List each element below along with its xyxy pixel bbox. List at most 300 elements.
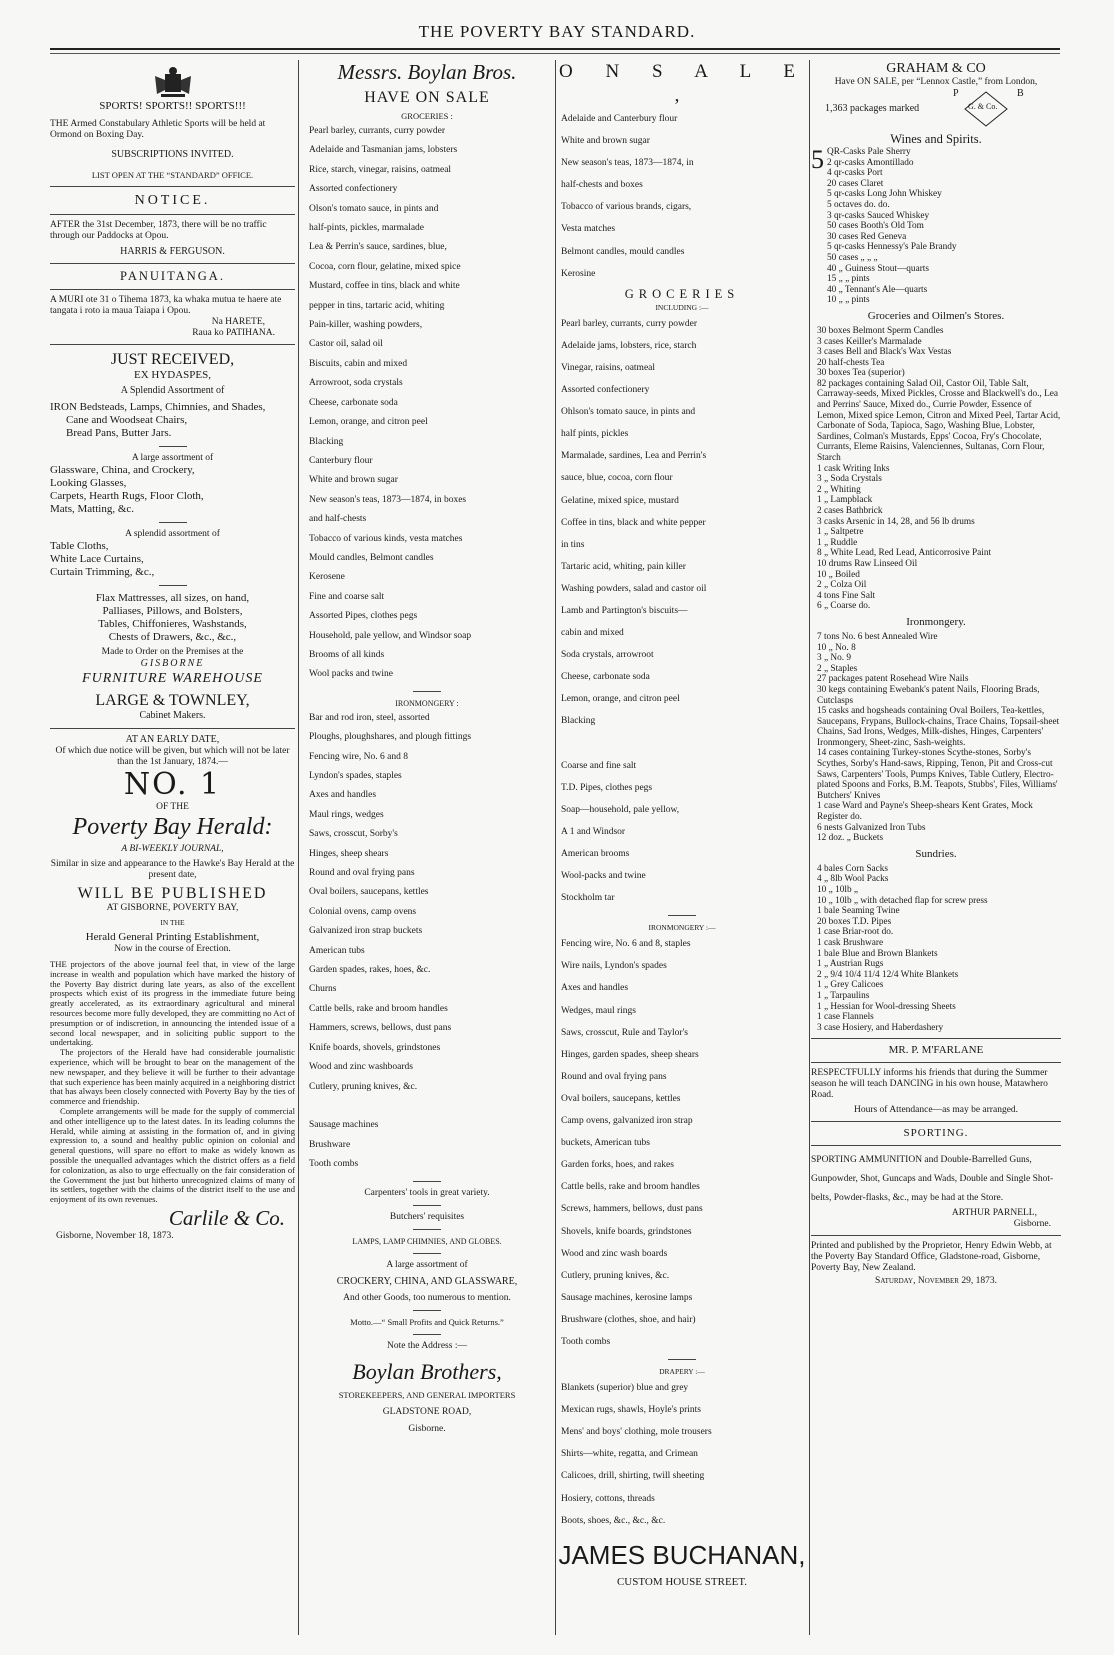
- list-item: 5 qr-casks Hennessy's Pale Brandy: [827, 242, 957, 253]
- note-address: Note the Address :—: [387, 1341, 467, 1352]
- list-item: 1 „ Ruddle: [817, 537, 858, 548]
- list-item: 3 casks Arsenic in 14, 28, and 56 lb drums: [817, 516, 975, 527]
- sundries-heading: Sundries.: [915, 847, 957, 860]
- top-rule-thin: [50, 53, 1060, 54]
- carpenters-tools: Carpenters' tools in great variety.: [364, 1187, 490, 1198]
- jr-made: Made to Order on the Premises at the: [101, 646, 244, 657]
- sports-title: SPORTS! SPORTS!! SPORTS!!!: [99, 100, 246, 112]
- short-rule: [413, 1181, 441, 1182]
- list-item: Galvanized iron strap buckets: [309, 926, 423, 937]
- list-item: 4 tons Fine Salt: [817, 590, 876, 601]
- early-date-title: AT AN EARLY DATE,: [125, 733, 220, 745]
- list-item: 15 casks and hogsheads containing Oval Boilers, Tea-kettles, Saucepans, Frypans, Bullock-chains, Trace Chains, Topsail-sheet Chains, Sad Irons, Wedges, Milk-dishes, Hinges, Carpenters' Ironmongery, Sheet-zinc, Sash-weights.: [817, 706, 1060, 748]
- list-item: 27 packages patent Rosehead Wire Nails: [817, 674, 969, 685]
- list-item: Kerosene: [309, 572, 345, 583]
- list-item: 20 boxes T.D. Pipes: [817, 916, 892, 927]
- list-item: 10 „ Boiled: [817, 569, 860, 580]
- list-item: 3 „ Soda Crystals: [817, 474, 882, 485]
- list-item: Saws, crosscut, Rule and Taylor's: [561, 1027, 688, 1038]
- short-rule: [668, 1359, 696, 1360]
- list-item: Shovels, knife boards, grindstones: [561, 1226, 692, 1237]
- list-item: 8 „ White Lead, Red Lead, Anticorrosive Paint: [817, 548, 992, 559]
- at-gisborne: AT GISBORNE, POVERTY BAY,: [106, 903, 239, 913]
- list-item: Lyndon's spades, staples: [309, 771, 402, 781]
- issue-date: Saturday, November 29, 1873.: [875, 1276, 997, 1287]
- list-item: 2 „ 9/4 10/4 11/4 12/4 White Blankets: [817, 969, 959, 980]
- divider: [811, 1121, 1061, 1122]
- list-item: Kerosine: [561, 268, 596, 279]
- jr-furniture-warehouse: FURNITURE WAREHOUSE: [82, 671, 263, 686]
- list-item: Round and oval frying pans: [561, 1071, 667, 1082]
- jr-chests: Chests of Drawers, &c., &c.,: [108, 630, 237, 643]
- list-item: Axes and handles: [309, 790, 377, 801]
- other-goods: And other Goods, too numerous to mention.: [343, 1293, 511, 1304]
- divider: [811, 1235, 1061, 1236]
- list-item: 30 cases Red Geneva: [827, 231, 907, 242]
- short-rule: [413, 1253, 441, 1254]
- list-item: 30 boxes Tea (superior): [817, 368, 905, 379]
- list-item: Adelaide and Canterbury flour: [561, 114, 678, 124]
- divider: [50, 214, 295, 215]
- divider: [50, 289, 295, 290]
- list-item: Cheese, carbonate soda: [309, 397, 398, 408]
- jr-large: A large assortment of: [131, 452, 214, 463]
- list-item: [557, 733, 807, 755]
- list-item: Lemon, orange, and citron peel: [309, 417, 428, 428]
- no-1-heading: NO. 1: [123, 767, 222, 802]
- jr-mats: Mats, Matting, &c.: [50, 502, 135, 515]
- jr-bread: Bread Pans, Butter Jars.: [66, 426, 172, 439]
- parnell-signature: ARTHUR PARNELL,: [951, 1208, 1037, 1219]
- list-item: Cutlery, pruning knives, &c.: [309, 1081, 418, 1092]
- gladstone-road: GLADSTONE ROAD,: [382, 1407, 472, 1418]
- james-buchanan: JAMES BUCHANAN,: [558, 1539, 806, 1570]
- list-item: 1 „ Tarpaulins: [817, 990, 870, 1001]
- list-item: Hinges, garden spades, sheep shears: [561, 1049, 699, 1060]
- groceries-list: [301, 122, 553, 685]
- list-item: Churns: [309, 984, 337, 995]
- short-rule: [413, 1205, 441, 1206]
- list-item: half-pints, pickles, marmalade: [309, 223, 425, 234]
- jr-glass: Glassware, China, and Crockery,: [50, 463, 195, 476]
- short-rule: [159, 522, 187, 523]
- gisborne: Gisborne.: [408, 1424, 446, 1435]
- list-item: Ohlson's tomato sauce, in pints and: [561, 407, 696, 418]
- list-item: Sausage machines, kerosine lamps: [561, 1292, 693, 1303]
- list-item: Lamb and Partington's biscuits—: [561, 605, 688, 616]
- drop-five: 5: [811, 145, 824, 174]
- graham-title: GRAHAM & CO: [886, 61, 986, 76]
- list-item: Fine and coarse salt: [309, 591, 385, 602]
- jr-splendid-2: A splendid assortment of: [125, 528, 220, 539]
- mcfarlane-body: RESPECTFULLY informs his friends that during the Summer season he will teach DANCING in his own house, Matawhero Road.: [811, 1068, 1048, 1101]
- list-item: Cutlery, pruning knives, &c.: [561, 1270, 670, 1281]
- divider: [50, 263, 295, 264]
- groceries-list: [557, 313, 807, 910]
- list-item: Household, pale yellow, and Windsor soap: [309, 630, 472, 641]
- groceries-heading: GROCERIES :: [401, 111, 453, 121]
- early-date-body: Of which due notice will be given, but which will not be later than the 1st January, 1874.—: [55, 746, 290, 767]
- list-item: 1 case Briar-root do.: [817, 927, 894, 938]
- boylan-title: Messrs. Boylan Bros.: [337, 60, 517, 84]
- list-item: 2 „ Staples: [817, 663, 858, 674]
- divider: [811, 1145, 1061, 1146]
- dateline: Gisborne, November 18, 1873.: [56, 1230, 174, 1241]
- goods-list: [557, 108, 807, 285]
- ironmongery-heading: IRONMONGERY :—: [648, 923, 716, 933]
- parnell-gisborne: Gisborne.: [1013, 1219, 1051, 1230]
- list-item: 82 packages containing Salad Oil, Castor Oil, Table Salt, Carraway-seeds, Mixed Pickles, Crosse and Blackwell's do., Lea and Perrins' Sauce, Mixed do., Currie Powder, Essence of Lemon, Mixed spice Lemon, Citron and Mixed Peel, Tartar Acid, Carbonate of Soda, Tapioca, Sago, Washing Blue, Lobster, Sardines, Colman's Mustards, Epps' Cocoa, Fry's Chocolate, Currants, Eleme Raisins, Valenciennes, Sultanas, Corn Flour, Starch: [817, 378, 1061, 464]
- list-item: Adelaide jams, lobsters, rice, starch: [561, 340, 697, 351]
- list-item: Rice, starch, vinegar, raisins, oatmeal: [309, 164, 452, 175]
- column-2: [301, 60, 553, 1635]
- list-item: Stockholm tar: [561, 893, 615, 904]
- panuitanga-sign-1: Na HARETE,: [211, 317, 265, 327]
- list-item: 6 „ Coarse do.: [817, 601, 871, 612]
- herald-para-3: Complete arrangements will be made for the supply of commercial and other intelligence up to the latest dates. In its leading columns the Herald, while aiming at assisting in the formation of, and in giving expression to, a sound and healthy public opinion on colonial and general questions, will spare no effort to make as widely known as possible the unequalled advantages which the district offers as a field for colonization, as also to urge effectually on the fair consideration of the Government the just but hitherto unrecognized claims of many of its settlers, together with the claims of the district itself to the use and enjoyment of its own revenues.: [50, 1105, 295, 1205]
- list-item: Assorted confectionery: [561, 385, 650, 396]
- list-item: Calicoes, drill, shirting, twill sheeting: [561, 1471, 705, 1482]
- boylan-brothers-signature: Boylan Brothers,: [352, 1359, 502, 1385]
- column-divider: [298, 60, 299, 1635]
- list-item: American tubs: [309, 945, 365, 956]
- groceries-heading: GROCERIES: [624, 286, 740, 301]
- groceries-list: [811, 326, 1061, 612]
- column-3: [557, 60, 807, 1635]
- list-item: 10 „ No. 8: [817, 642, 856, 653]
- list-item: Garden spades, rakes, hoes, &c.: [309, 965, 431, 976]
- list-item: 30 kegs containing Ewebank's patent Nails, Flooring Brads, Cutclasps: [817, 684, 1040, 706]
- notice-body: AFTER the 31st December, 1873, there will be no traffic through our Paddocks at Opou.: [50, 219, 267, 241]
- list-item: Tobacco of various kinds, vesta matches: [309, 533, 463, 544]
- list-item: Wool-packs and twine: [561, 871, 646, 882]
- list-item: Wood and zinc washboards: [309, 1062, 413, 1073]
- list-item: 50 cases „ „ „: [827, 252, 878, 263]
- list-item: 5 octaves do. do.: [827, 199, 890, 210]
- column-1: [50, 60, 295, 1635]
- custom-house-street: CUSTOM HOUSE STREET.: [616, 1575, 748, 1588]
- short-rule: [413, 1229, 441, 1230]
- masthead: THE POVERTY BAY STANDARD.: [418, 22, 696, 41]
- list-item: 1 bale Seaming Twine: [817, 906, 900, 917]
- list-item: 1 bale Blue and Brown Blankets: [817, 948, 938, 959]
- list-item: 12 doz. „ Buckets: [817, 833, 884, 844]
- list-item: 4 „ 8lb Wool Packs: [817, 874, 889, 885]
- short-rule: [413, 691, 441, 692]
- list-item: Blankets (superior) blue and grey: [561, 1383, 689, 1394]
- list-item: Pain-killer, washing powders,: [309, 320, 423, 331]
- list-item: 15 „ „ pints: [827, 274, 870, 285]
- list-item: in tins: [561, 539, 585, 550]
- column-divider: [809, 60, 810, 1635]
- mark-b: B: [1017, 88, 1024, 99]
- similar-line: Similar in size and appearance to the Hawke's Bay Herald at the present date,: [50, 859, 295, 880]
- list-item: Gelatine, mixed spice, mustard: [561, 495, 679, 506]
- panuitanga-body: A MURI ote 31 o Tihema 1873, ka whaka mutua te haere ate tangata i roto ia maua Taiapa i Opou.: [50, 295, 282, 316]
- subscriptions-line: SUBSCRIPTIONS INVITED.: [111, 149, 234, 160]
- list-item: Brushware: [309, 1139, 351, 1150]
- list-item: 4 bales Corn Sacks: [817, 863, 889, 874]
- list-item: 20 half-chests Tea: [817, 357, 885, 368]
- list-item: 50 cases Booth's Old Tom: [827, 221, 924, 232]
- list-item: Tooth combs: [309, 1159, 359, 1170]
- list-item: Boots, shoes, &c., &c., &c.: [561, 1515, 666, 1526]
- list-item: 30 boxes Belmont Sperm Candles: [817, 325, 944, 336]
- short-rule: [413, 1310, 441, 1311]
- list-item: Axes and handles: [561, 983, 629, 994]
- list-item: Bar and rod iron, steel, assorted: [309, 712, 430, 723]
- herald-para-2: The projectors of the Herald have had considerable journalistic experience, which will be brought to bear on the management of the new newspaper, and they believe it will be further to their advantage that such experience has been mainly acquired in a neighboring district that has always been closely connected with Poverty Bay by the ties of commerce and friendship.: [50, 1047, 295, 1107]
- list-item: Mustard, coffee in tins, black and white: [309, 281, 460, 292]
- shipping-mark: [811, 88, 1061, 128]
- biweekly: A BI-WEEKLY JOURNAL,: [121, 844, 224, 854]
- list-item: 2 „ Colza Oil: [817, 580, 867, 591]
- list-item: White and brown sugar: [561, 136, 650, 147]
- herald-establishment: Herald General Printing Establishment,: [85, 931, 260, 943]
- list-item: 5 qr-casks Long John Whiskey: [827, 189, 942, 200]
- ironmongery-heading: Ironmongery.: [906, 615, 966, 628]
- short-rule: [413, 1334, 441, 1335]
- mcfarlane-hours: Hours of Attendance—as may be arranged.: [853, 1105, 1019, 1116]
- wines-block: [811, 147, 1061, 306]
- sporting-body: SPORTING AMMUNITION and Double-Barrelled Guns, Gunpowder, Shot, Guncaps and Wads, Double and Single Shot-belts, Powder-flasks, &c., may be had at the Store.: [811, 1155, 1054, 1204]
- list-item: Colonial ovens, camp ovens: [309, 906, 417, 917]
- list-item: 4 qr-casks Port: [827, 168, 883, 179]
- column-4: [811, 60, 1061, 1635]
- list-item: 14 cases containing Turkey-stones Scythe-stones, Sorby's Scythes, Sorby's Hand-saws, Ripping, Tenon, Pit and Cross-cut Saws, Carpenters' Tools, Pumps Knives, Table Cutlery, Electro-plated Spoons and Forks, B.M. Teapots, Stubbs', Files, Williams' Butchers' Knives: [817, 748, 1058, 801]
- list-item: 1 case Flannels: [817, 1012, 874, 1023]
- ironmongery-list: [811, 632, 1061, 844]
- list-item: 1 cask Brushware: [817, 937, 884, 948]
- notice-title: NOTICE.: [134, 192, 211, 208]
- list-item: QR-Casks Pale Sherry: [827, 147, 911, 157]
- list-item: T.D. Pipes, clothes pegs: [561, 782, 653, 793]
- list-item: 3 cases Bell and Black's Wax Vestas: [817, 347, 952, 358]
- divider: [811, 1038, 1061, 1039]
- list-item: Hammers, screws, bellows, dust pans: [309, 1023, 452, 1034]
- drapery-list: [557, 1377, 807, 1532]
- list-item: Wire nails, Lyndon's spades: [561, 961, 667, 972]
- list-item: Wool packs and twine: [309, 669, 393, 680]
- jr-look: Looking Glasses,: [50, 476, 127, 489]
- notice-signature: HARRIS & FERGUSON.: [120, 245, 225, 257]
- list-item: [301, 1097, 553, 1116]
- list-item: 1 case Ward and Payne's Sheep-shears Kent Grates, Mock Register do.: [817, 801, 1033, 823]
- list-item: Assorted Pipes, clothes pegs: [309, 611, 418, 622]
- in-the: IN THE: [160, 918, 185, 927]
- jr-trim: Curtain Trimming, &c.,: [50, 565, 155, 578]
- jr-tables: Tables, Chiffonieres, Washstands,: [98, 617, 247, 630]
- list-item: half-chests and boxes: [561, 180, 643, 191]
- divider: [50, 186, 295, 187]
- herald-para-1: THE projectors of the above journal feel that, in view of the large increase in wealth and population which have marked the history of the Poverty Bay district during late years, as also of the excellent prospects which exist of its progress in the immediate future being greatly accelerated, as its extraordinary agricultural and mineral resources become more fully developed, they are committing no Act of presumption or of indiscretion, in announcing the intended issue of a second local newspaper, and in soliciting public support to the undertaking.: [50, 959, 295, 1048]
- list-item: Hosiery, cottons, threads: [561, 1493, 655, 1504]
- sundries-list: [811, 864, 1061, 1034]
- list-item: 7 tons No. 6 best Annealed Wire: [817, 631, 938, 642]
- short-rule: [159, 585, 187, 586]
- list-item: Mould candles, Belmont candles: [309, 552, 434, 563]
- list-item: Shirts—white, regatta, and Crimean: [561, 1449, 698, 1460]
- panuitanga-title: PANUITANGA.: [120, 269, 225, 283]
- list-item: 40 „ Guiness Stout—quarts: [827, 263, 930, 274]
- list-item: Oval boilers, saucepans, kettles: [561, 1093, 681, 1104]
- list-item: Washing powders, salad and castor oil: [561, 583, 707, 594]
- mark-p: P: [953, 88, 959, 99]
- wines-list: [811, 147, 1061, 306]
- list-item: 10 „ „ pints: [827, 295, 870, 306]
- list-item: Tartaric acid, whiting, pain killer: [561, 561, 686, 572]
- list-item: Lea & Perrin's sauce, sardines, blue,: [309, 242, 447, 253]
- list-open-line: LIST OPEN AT THE “STANDARD” OFFICE.: [91, 169, 254, 180]
- list-item: 10 drums Raw Linseed Oil: [817, 558, 918, 569]
- list-item: 10 „ 10lb „ with detached flap for screw press: [817, 895, 988, 906]
- list-item: American brooms: [561, 849, 630, 859]
- ironmongery-list: [301, 709, 553, 1175]
- list-item: Coffee in tins, black and white pepper: [561, 517, 706, 528]
- list-item: Fencing wire, No. 6 and 8, staples: [561, 939, 691, 950]
- just-received-title: JUST RECEIVED,: [110, 351, 235, 368]
- list-item: 1 „ Grey Calicoes: [817, 980, 884, 991]
- ironmongery-list: [557, 933, 807, 1353]
- list-item: 1 „ Saltpetre: [817, 527, 864, 538]
- list-item: 2 cases Bathbrick: [817, 506, 883, 516]
- short-rule: [668, 915, 696, 916]
- have-on-sale-line: Have ON SALE, per “Lennox Castle,” from London,: [834, 77, 1038, 87]
- sporting-title: SPORTING.: [903, 1127, 969, 1140]
- list-item: Soap—household, pale yellow,: [561, 804, 680, 815]
- jr-table: Table Cloths,: [50, 539, 109, 552]
- list-item: Tooth combs: [561, 1336, 611, 1347]
- jr-cane: Cane and Woodseat Chairs,: [66, 413, 188, 426]
- list-item: 2 „ Whiting: [817, 484, 861, 495]
- list-item: Cattle bells, rake and broom handles: [309, 1003, 448, 1014]
- list-item: 40 „ Tennant's Ale—quarts: [827, 284, 928, 295]
- including-line: INCLUDING :—: [655, 302, 709, 312]
- list-item: Screws, hammers, bellows, dust pans: [561, 1204, 703, 1215]
- list-item: Olson's tomato sauce, in pints and: [309, 203, 439, 214]
- of-the: OF THE: [156, 802, 189, 812]
- list-item: Lemon, orange, and citron peel: [561, 694, 680, 705]
- top-rule: [50, 48, 1060, 50]
- mcfarlane-title: MR. P. M'FARLANE: [888, 1044, 984, 1057]
- carlile-signature: Carlile & Co.: [168, 1205, 285, 1230]
- list-item: Blacking: [561, 716, 596, 727]
- list-item: Biscuits, cabin and mixed: [309, 358, 408, 369]
- jr-flax: Flax Mattresses, all sizes, on hand,: [95, 591, 250, 604]
- divider: [811, 1062, 1061, 1063]
- list-item: Assorted confectionery: [309, 184, 398, 195]
- divider: [50, 344, 295, 345]
- list-item: 1 „ Hessian for Wool-dressing Sheets: [817, 1001, 956, 1012]
- column-divider: [555, 60, 556, 1635]
- royal-crest-icon: [153, 66, 193, 98]
- list-item: Garden forks, hoes, and rakes: [561, 1160, 674, 1171]
- on-sale-title: O N S A L E ,: [559, 61, 805, 106]
- jr-cabinet: Cabinet Makers.: [139, 710, 206, 721]
- list-item: 20 cases Claret: [827, 178, 884, 189]
- list-item: Castor oil, salad oil: [309, 339, 383, 350]
- list-item: Coarse and fine salt: [561, 760, 637, 771]
- list-item: Adelaide and Tasmanian jams, lobsters: [309, 145, 458, 156]
- list-item: 10 „ 10lb „: [817, 885, 859, 895]
- ironmongery-heading: IRONMONGERY :: [395, 698, 459, 708]
- storekeepers-line: STOREKEEPERS, AND GENERAL IMPORTERS: [338, 1390, 516, 1401]
- list-item: Round and oval frying pans: [309, 868, 415, 879]
- list-item: White and brown sugar: [309, 475, 398, 486]
- list-item: Cattle bells, rake and broom handles: [561, 1182, 700, 1193]
- list-item: 3 cases Keiller's Marmalade: [817, 336, 922, 347]
- list-item: Vinegar, raisins, oatmeal: [561, 362, 656, 373]
- jr-large-townley: LARGE & TOWNLEY,: [95, 692, 250, 709]
- list-item: Pearl barley, currants, curry powder: [561, 318, 698, 329]
- list-item: Knife boards, shovels, grindstones: [309, 1042, 441, 1053]
- list-item: Camp ovens, galvanized iron strap: [561, 1116, 693, 1127]
- list-item: pepper in tins, tartaric acid, whiting: [309, 300, 445, 311]
- drapery-heading: DRAPERY :—: [659, 1367, 705, 1377]
- list-item: Canterbury flour: [309, 455, 373, 466]
- groceries-heading: Groceries and Oilmen's Stores.: [867, 309, 1005, 322]
- divider: [50, 728, 295, 729]
- list-item: and half-chests: [309, 514, 367, 525]
- jr-pall: Palliases, Pillows, and Bolsters,: [102, 604, 243, 617]
- list-item: 1 „ Austrian Rugs: [817, 959, 884, 970]
- panuitanga-sign-2: Raua ko PATIHANA.: [192, 328, 275, 338]
- mark-g-co: G. & Co.: [968, 102, 998, 111]
- list-item: 6 nests Galvanized Iron Tubs: [817, 822, 926, 833]
- list-item: Brooms of all kinds: [309, 649, 385, 660]
- list-item: Mexican rugs, shawls, Hoyle's prints: [561, 1405, 701, 1416]
- list-item: Ploughs, ploughshares, and plough fittings: [309, 732, 472, 743]
- list-item: Wedges, maul rings: [561, 1005, 636, 1016]
- list-item: sauce, blue, cocoa, corn flour: [561, 473, 673, 484]
- crockery-line: CROCKERY, CHINA, AND GLASSWARE,: [336, 1275, 518, 1287]
- ex-hydaspes: EX HYDASPES,: [133, 369, 211, 381]
- jr-splendid: A Splendid Assortment of: [120, 385, 225, 396]
- list-item: Oval boilers, saucepans, kettles: [309, 887, 429, 898]
- jr-iron: IRON Bedsteads, Lamps, Chimnies, and Shades,: [50, 400, 266, 413]
- wines-spirits-heading: Wines and Spirits.: [890, 132, 982, 146]
- list-item: New season's teas, 1873—1874, in boxes: [309, 494, 467, 505]
- list-item: Soda crystals, arrowroot: [561, 650, 654, 661]
- list-item: Tobacco of various brands, cigars,: [561, 202, 692, 213]
- butchers-requisites: Butchers' requisites: [389, 1211, 465, 1222]
- list-item: Marmalade, sardines, Lea and Perrin's: [561, 451, 707, 462]
- will-be-published: WILL BE PUBLISHED: [77, 885, 268, 902]
- list-item: 3 „ No. 9: [817, 653, 852, 664]
- list-item: Sausage machines: [309, 1120, 379, 1131]
- list-item: Vesta matches: [561, 224, 616, 235]
- list-item: cabin and mixed: [561, 628, 624, 639]
- list-item: Wood and zinc wash boards: [561, 1248, 668, 1259]
- jr-gisborne: GISBORNE: [140, 657, 205, 669]
- list-item: A 1 and Windsor: [561, 826, 626, 837]
- motto: Motto.—“ Small Profits and Quick Returns.”: [350, 1317, 504, 1328]
- list-item: Cheese, carbonate soda: [561, 672, 650, 683]
- list-item: Brushware (clothes, shoe, and hair): [561, 1314, 696, 1325]
- list-item: half pints, pickles: [561, 429, 629, 440]
- list-item: New season's teas, 1873—1874, in: [561, 158, 694, 169]
- lamps-line: LAMPS, LAMP CHIMNIES, AND GLOBES.: [352, 1236, 502, 1246]
- list-item: Saws, crosscut, Sorby's: [309, 829, 398, 840]
- jr-carpets: Carpets, Hearth Rugs, Floor Cloth,: [50, 489, 204, 502]
- list-item: Arrowroot, soda crystals: [309, 378, 403, 389]
- short-rule: [159, 446, 187, 447]
- list-item: 3 case Hosiery, and Haberdashery: [817, 1022, 944, 1033]
- sports-body: THE Armed Constabulary Athletic Sports will be held at Ormond on Boxing Day.: [50, 119, 266, 140]
- course-of-erection: Now in the course of Erection.: [114, 944, 231, 954]
- list-item: Fencing wire, No. 6 and 8: [309, 751, 408, 762]
- list-item: Belmont candles, mould candles: [561, 246, 685, 257]
